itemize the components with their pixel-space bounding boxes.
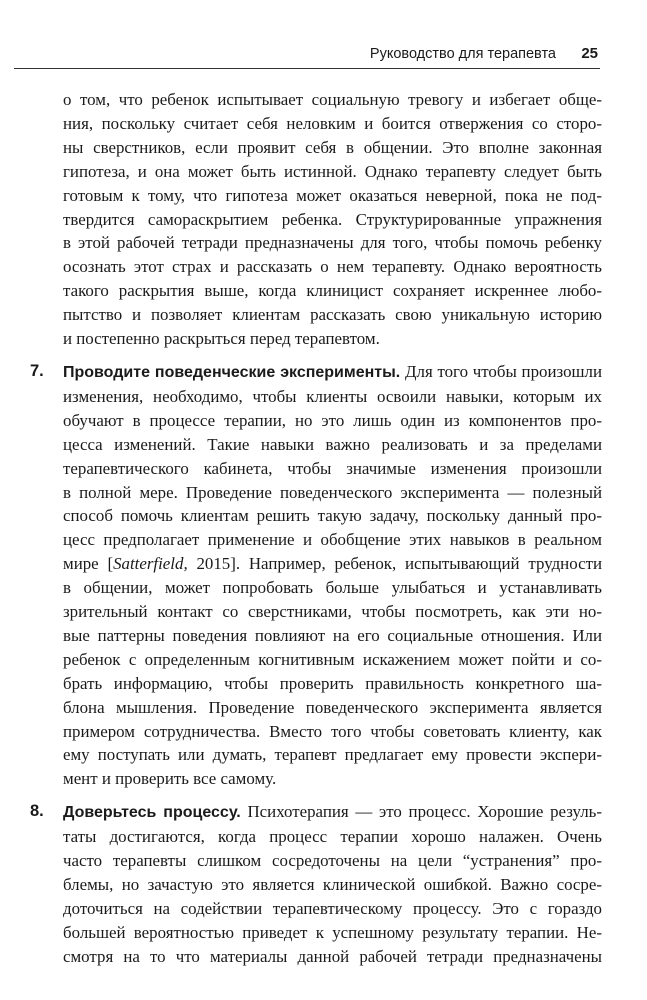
text-segment: Психотерапия — это процесс. Хорошие резуль- [240, 802, 603, 822]
running-title: Руководство для терапевта [369, 46, 556, 62]
text-line: о том, что ребенок испытывает социальную тревогу и избегает обще- [63, 90, 602, 109]
text-line: обучают в процессе терапии, но это лишь один из компонентов про- [63, 410, 602, 430]
list-item-title: Доверьтесь процессу. [63, 804, 241, 822]
page-body [30, 88, 602, 969]
page-number: 25 [581, 45, 598, 62]
text-line: и постепенно раскрыться перед терапевтом. [63, 329, 380, 349]
text-line: смотря на то что материалы данной рабочей тетради предназначены [63, 946, 602, 966]
citation-author: Satterfield, [113, 554, 188, 574]
list-item-7 [30, 360, 602, 791]
text-line: доточиться на содействии терапевтическому процессу. Это с гораздо [63, 898, 602, 918]
text-line: цесса изменений. Такие навыки важно реализовать и за пределами [63, 434, 602, 454]
text-line: в полной мере. Проведение поведенческого эксперимента — полезный [63, 482, 602, 502]
text-line [63, 800, 602, 825]
text-line: изменения, необходимо, чтобы клиенты освоили навыки, которым их [63, 386, 602, 406]
list-item-number: 8. [30, 802, 44, 821]
text-line [63, 552, 602, 576]
text-line: осознать этот страх и рассказать о нем терапевту. Однако вероятность [63, 257, 602, 277]
text-line: цесс предполагает применение и обобщение этих навыков в реальном [63, 530, 602, 550]
text-line: вые паттерны поведения повлияют на его социальные отношения. Или [63, 625, 602, 645]
list-item-title: Проводите поведенческие эксперименты. [63, 363, 401, 381]
text-line: блемы, но зачастую это является клинической ошибкой. Важно сосре- [63, 875, 602, 894]
text-segment: мире [ [63, 554, 114, 574]
text-line: твердится самораскрытием ребенка. Структурированные упражнения [63, 209, 602, 229]
text-line: брать информацию, чтобы проверить правильность конкретного ша- [63, 673, 602, 693]
text-line: мент и проверить все самому. [63, 769, 277, 789]
text-line: гипотеза, и она может быть истинной. Однако терапевту следует быть [63, 161, 602, 181]
text-line: такого раскрытия выше, когда клиницист сохраняет искреннее любо- [63, 281, 602, 301]
running-header [14, 44, 600, 69]
text-line: способ помочь клиентам решить такую задачу, поскольку данный про- [63, 506, 602, 526]
text-line: ребенок с определенным когнитивным искажением может пойти и со- [63, 649, 602, 669]
text-line: ему поступать или думать, терапевт предлагает ему провести экспери- [63, 745, 602, 765]
text-line: зрительный контакт со сверстниками, чтобы посмотреть, как эти но- [63, 602, 602, 622]
text-line: примером сотрудничества. Вместо того чтобы советовать клиенту, как [63, 721, 602, 741]
text-line: готовым к тому, что гипотеза может оказаться неверной, пока не под- [63, 185, 602, 205]
text-line: ны сверстников, если проявит себя в общении. Это вполне законная [63, 137, 602, 157]
text-line [63, 360, 602, 385]
text-segment: 2015]. Например, ребенок, испытывающий трудности [187, 554, 602, 574]
text-line: терапевтического кабинета, чтобы значимые изменения произошли [63, 458, 602, 478]
continuation-paragraph [30, 88, 602, 351]
text-line: большей вероятностью приведет к успешному результату терапии. Не- [63, 922, 602, 942]
text-line: в этой рабочей тетради предназначены для того, чтобы помочь ребенку [63, 233, 602, 253]
text-segment: Для того чтобы произошли [400, 361, 603, 381]
list-item-8 [30, 800, 602, 968]
text-line: таты достигаются, когда процесс терапии хорошо налажен. Очень [63, 827, 602, 847]
text-line: ния, поскольку считает себя неловким и боится отвержения со сторо- [63, 113, 602, 133]
list-item-number: 7. [30, 361, 44, 380]
text-line: часто терапевты слишком сосредоточены на цели “устранения” про- [63, 851, 602, 871]
text-line: блона мышления. Проведение поведенческого эксперимента является [63, 697, 602, 717]
text-line: в общении, может попробовать больше улыбаться и устанавливать [63, 578, 602, 598]
text-line: пытство и позволяет клиентам рассказать свою уникальную историю [63, 305, 602, 325]
